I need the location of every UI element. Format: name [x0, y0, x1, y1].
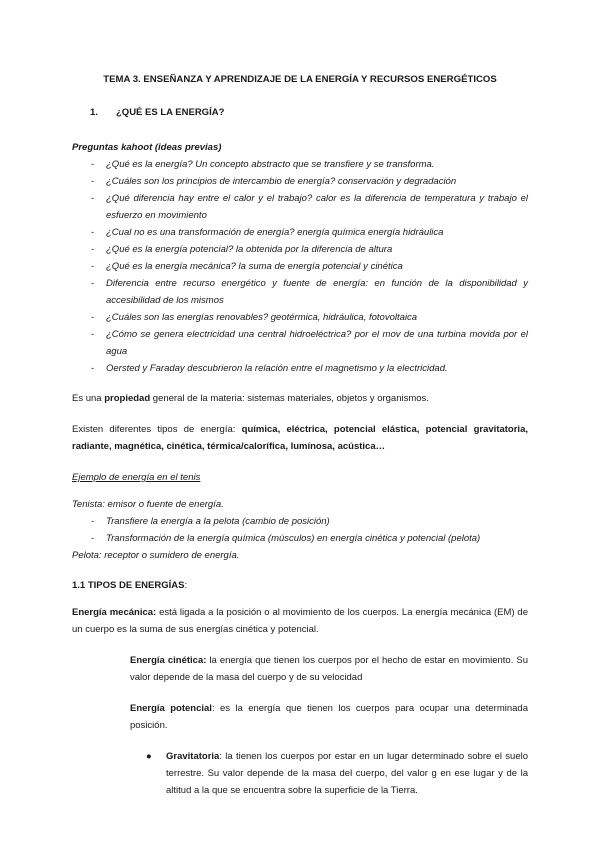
- mecanica-paragraph: [72, 604, 528, 638]
- tipos-pre: Existen diferentes tipos de energía:: [72, 424, 242, 435]
- potencial-text: : es la energía que tienen los cuerpos para ocupar una determinada posición.: [130, 703, 528, 731]
- section-label: ¿QUÉ ES LA ENERGÍA?: [116, 107, 225, 118]
- potencial-paragraph: [130, 700, 528, 734]
- gravitatoria-bold: Gravitatoria: [166, 751, 220, 762]
- tenis-emisor: Tenista: emisor o fuente de energía.: [72, 499, 224, 510]
- potencial-bold: Energía potencial: [130, 703, 212, 714]
- kahoot-item: - ¿Cual no es una transformación de energía? energía química energía hidráulica: [72, 224, 528, 241]
- gravitatoria-paragraph: [146, 748, 528, 799]
- cinetica-paragraph: [130, 652, 528, 686]
- propiedad-paragraph: [72, 390, 528, 407]
- document-title: TEMA 3. ENSEÑANZA Y APRENDIZAJE DE LA ENERGÍA Y RECURSOS ENERGÉTICOS: [103, 74, 497, 85]
- kahoot-item: - ¿Cómo se genera electricidad una central hidroeléctrica? por el mov de una turbina movida por el agua: [72, 326, 528, 360]
- tenis-heading: Ejemplo de energía en el tenis: [72, 472, 201, 483]
- kahoot-list: [72, 156, 528, 377]
- kahoot-item: - ¿Qué es la energía? Un concepto abstracto que se transfiere y se transforma.: [72, 156, 528, 173]
- bullet-icon: ●: [146, 751, 152, 762]
- gravitatoria-text: : la tienen los cuerpos por estar en un lugar determinado sobre el suelo terrestre. Su valor depende de la masa del cuerpo, del valor g en ese lugar y de la altitud a la que se encuentra sobre la superficie de la Tierra.: [166, 751, 528, 796]
- tenis-receptor: Pelota: receptor o sumidero de energía.: [72, 550, 240, 561]
- section-heading-1-1: [72, 577, 528, 594]
- propiedad-pre: Es una: [72, 393, 105, 404]
- section-number: 1.: [90, 107, 98, 118]
- mecanica-text: está ligada a la posición o al movimiento de los cuerpos. La energía mecánica (EM) de un cuerpo es la suma de sus energías cinética y potencial.: [72, 607, 528, 635]
- section11-suffix: :: [184, 580, 188, 591]
- kahoot-item: - ¿Qué es la energía potencial? la obtenida por la diferencia de altura: [72, 241, 528, 258]
- kahoot-heading: Preguntas kahoot (ideas previas): [72, 142, 222, 153]
- propiedad-post: general de la materia: sistemas materiales, objetos y organismos.: [150, 393, 429, 404]
- kahoot-item: - ¿Cuáles son las energías renovables? geotérmica, hidráulica, fotovoltaica: [72, 309, 528, 326]
- cinetica-bold: Energía cinética:: [130, 655, 207, 666]
- mecanica-bold: Energía mecánica:: [72, 607, 157, 618]
- tenis-item: - Transfiere la energía a la pelota (cambio de posición): [72, 513, 528, 530]
- tenis-item: - Transformación de la energía química (músculos) en energía cinética y potencial (pelota): [72, 530, 528, 547]
- kahoot-item: - Diferencia entre recurso energético y fuente de energía: en función de la disponibilidad y accesibilidad de los mismos: [72, 275, 528, 309]
- section11-label: 1.1 TIPOS DE ENERGÍAS: [72, 580, 185, 591]
- kahoot-item: - Oersted y Faraday descubrieron la relación entre el magnetismo y la electricidad.: [72, 360, 528, 377]
- tipos-bold: química, eléctrica, potencial elástica, potencial gravitatoria, radiante, magnética, cinética, térmica/calorífica, lumínosa, acústica…: [72, 424, 528, 452]
- cinetica-text: la energía que tienen los cuerpos por el hecho de estar en movimiento. Su valor depende de la masa del cuerpo y de su velocidad: [130, 655, 528, 683]
- kahoot-item: - ¿Qué diferencia hay entre el calor y el trabajo? calor es la diferencia de temperatura y trabajo el esfuerzo en movimiento: [72, 190, 528, 224]
- kahoot-item: - ¿Cuáles son los principios de intercambio de energía? conservación y degradación: [72, 173, 528, 190]
- propiedad-bold: propiedad: [104, 393, 151, 404]
- kahoot-item: - ¿Qué es la energía mecánica? la suma de energía potencial y cinética: [72, 258, 528, 275]
- tipos-paragraph: [72, 421, 528, 455]
- section-heading-1: [90, 104, 528, 121]
- tenis-list: [72, 513, 528, 547]
